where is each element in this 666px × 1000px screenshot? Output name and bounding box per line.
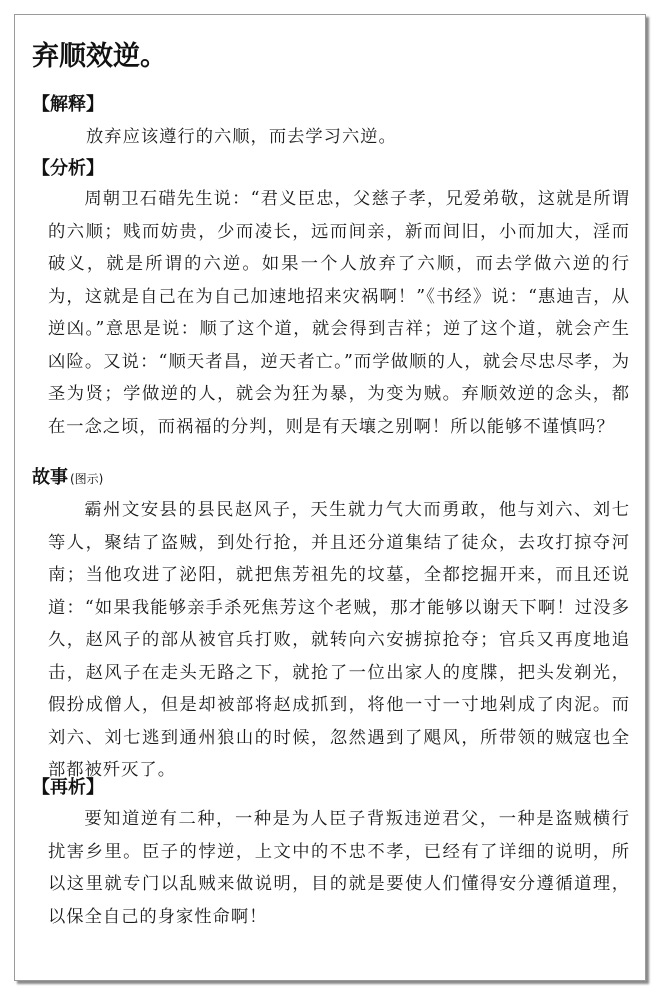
explanation-text: 放弃应该遵行的六顺，而去学习六逆。: [86, 127, 397, 147]
analysis-text: 周朝卫石碏先生说：“君义臣忠，父慈子孝，兄爱弟敬，这就是所谓的六顺；贱而妨贵，少而凌长，远而间亲，新而间旧，小而加大，淫而破义，就是所谓的六逆。如果一个人放弃了六顺，而去学做六逆的行为，这就是自己在为自己加速地招来灾祸啊！”《书经》说：“惠迪吉，从逆凶。”意思是说：顺了这个道，就会得到吉祥；逆了这个道，就会产生凶险。又说：“顺天者昌，逆天者亡。”而学做顺的人，就会尽忠尽孝，为圣为贤；学做逆的人，就会为狂为暴，为变为贼。弃顺效逆的念头，都在一念之顷，而祸福的分判，则是有天壤之别啊！所以能够不谨慎吗？: [48, 189, 630, 437]
story-subheading: (图示): [70, 472, 104, 486]
story-text: 霸州文安县的县民赵风子，天生就力气大而勇敢，他与刘六、刘七等人，聚结了盗贼，到处行抢，并且还分道集结了徒众，去攻打掠夺河南；当他攻进了泌阳，就把焦芳祖先的坟墓，全都挖掘开来，而且还说道：“如果我能够亲手杀死焦芳这个老贼，那才能够以谢天下啊！过没多久，赵风子的部从被官兵打败，就转向六安掳掠抢夺；官兵又再度地追击，赵风子在走头无路之下，就抢了一位出家人的度牒，把头发剃光，假扮成僧人，但是却被部将赵成抓到，将他一寸一寸地剁成了肉泥。而刘六、刘七逃到通州狼山的时候，忽然遇到了飓风，所带领的贼寇也全部都被歼灭了。: [48, 500, 630, 780]
page-title: 弃顺效逆。: [32, 41, 167, 72]
further-analysis-heading: 【再析】: [32, 777, 104, 798]
analysis-heading: 【分析】: [32, 158, 104, 179]
story-heading-label: 故事: [32, 467, 68, 488]
story-heading: [32, 466, 103, 491]
explanation-heading: 【解释】: [32, 94, 104, 115]
further-analysis-text: 要知道逆有二种，一种是为人臣子背叛违逆君父，一种是盗贼横行扰害乡里。臣子的悖逆，上文中的不忠不孝，已经有了详细的说明，所以这里就专门以乱贼来做说明，目的就是要使人们懂得安分遵循道理，以保全自己的身家性命啊！: [48, 809, 630, 927]
